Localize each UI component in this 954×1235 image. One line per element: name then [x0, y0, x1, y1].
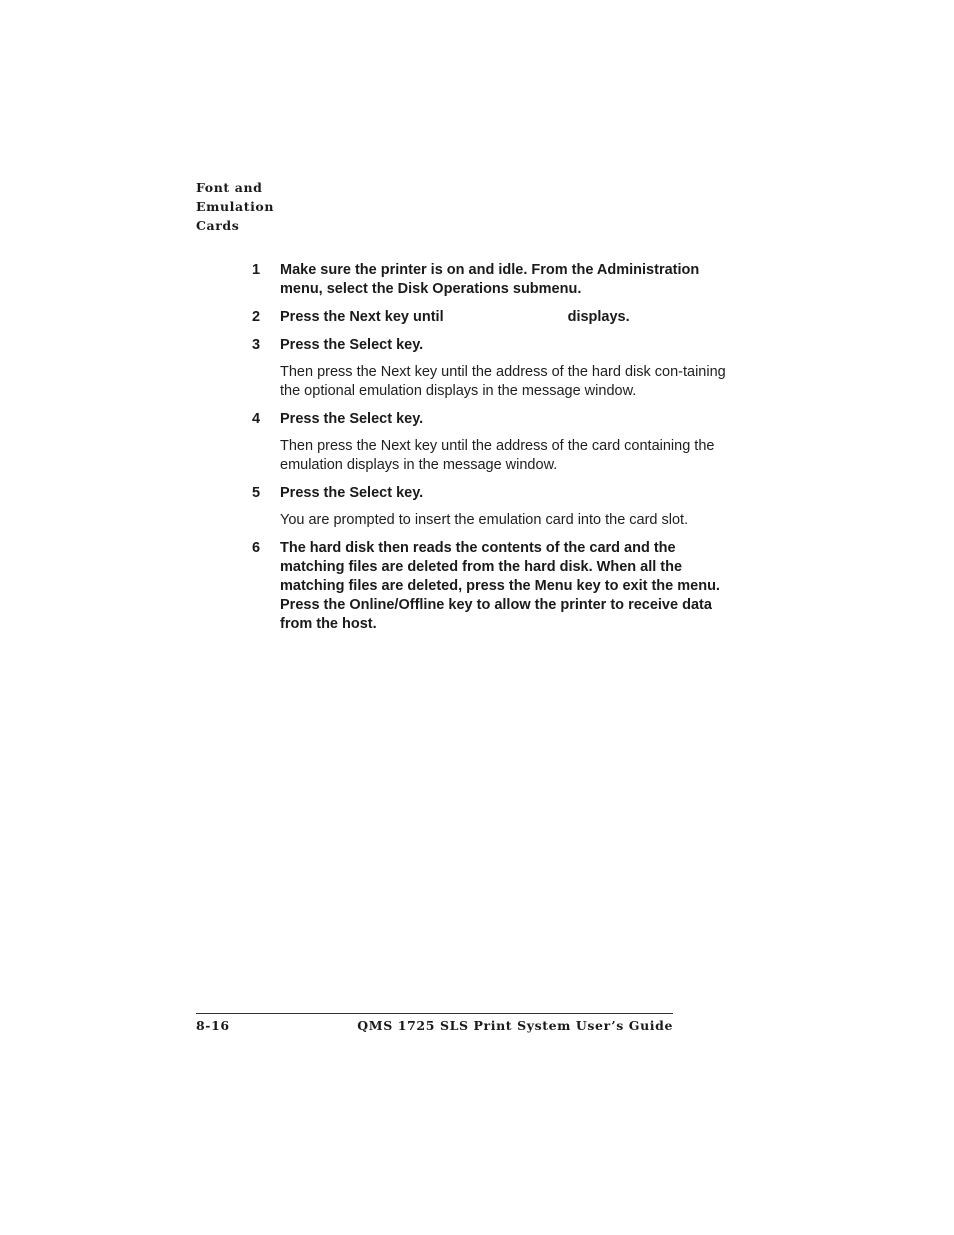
step-text: Make sure the printer is on and idle. From the Administration menu, select the Disk Operations submenu.	[280, 262, 700, 297]
step-number: 3	[252, 337, 261, 353]
side-heading-line-2: Emulation	[196, 199, 275, 214]
procedure-steps	[252, 261, 732, 643]
step-1	[252, 261, 732, 299]
side-heading-line-1: Font and	[196, 180, 263, 195]
step-number: 1	[252, 262, 261, 278]
step-3	[252, 336, 732, 355]
step-number: 4	[252, 411, 261, 427]
step-4	[252, 410, 732, 429]
step-4-note: Then press the Next key until the address of the card containing the emulation displays in the message window.	[280, 438, 715, 473]
step-text: Press the Select key.	[280, 485, 424, 501]
step-3-note: Then press the Next key until the address of the hard disk con-taining the optional emulation displays in the message window.	[280, 364, 726, 399]
step-5	[252, 484, 732, 503]
step-6	[252, 539, 732, 634]
step-5-note: You are prompted to insert the emulation card into the card slot.	[280, 512, 689, 528]
side-heading-line-3: Cards	[196, 218, 240, 233]
step-number: 5	[252, 485, 261, 501]
step-text: The hard disk then reads the contents of the card and the matching files are deleted from the hard disk. When all the matching files are deleted, press the Menu key to exit the menu. Press the Online/Offline key to allow the printer to receive data from the host.	[280, 540, 720, 632]
step-2	[252, 308, 732, 327]
section-side-heading	[196, 178, 274, 235]
step-text-after: displays.	[567, 309, 630, 325]
footer-divider	[196, 1013, 673, 1014]
step-text: Press the Select key.	[280, 411, 424, 427]
step-text-before: Press the Next key until	[280, 309, 444, 325]
step-number: 2	[252, 309, 261, 325]
step-text: Press the Select key.	[280, 337, 424, 353]
footer-page-number: 8-16	[196, 1018, 230, 1033]
footer-guide-title: QMS 1725 SLS Print System User’s Guide	[357, 1018, 673, 1033]
step-number: 6	[252, 540, 261, 556]
